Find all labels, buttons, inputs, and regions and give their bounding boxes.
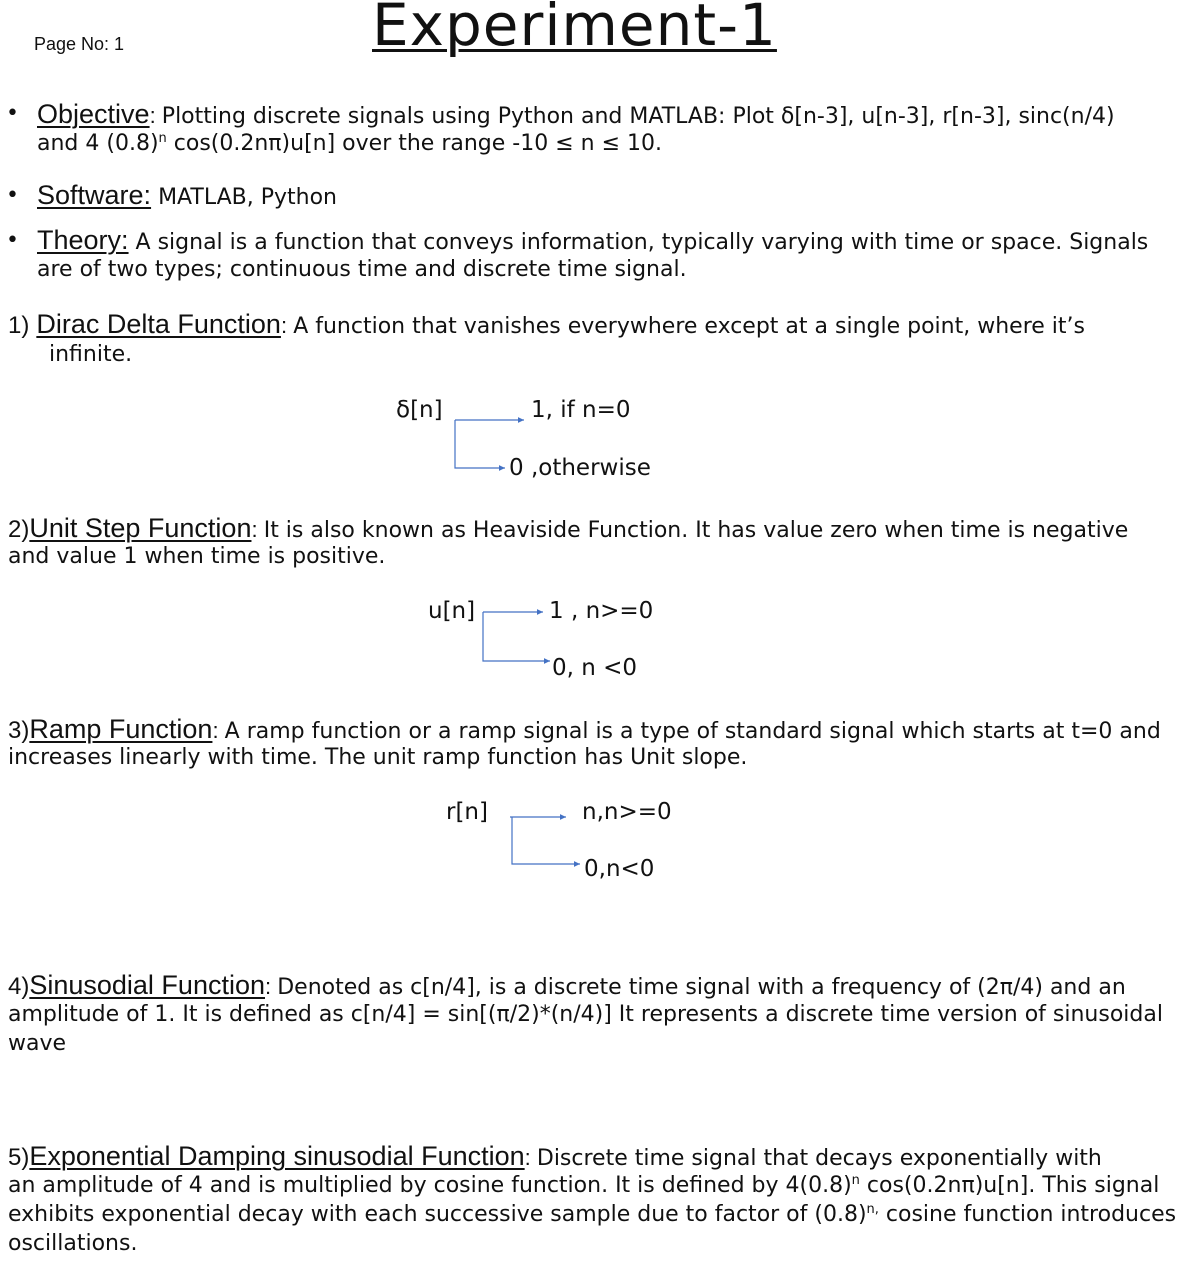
objective-line-2: and 4 $(0.8)^n$ cos(0.2nπ)u[n] over the range -10 ≤ n ≤ 10. [37, 131, 662, 156]
section-2-line-1: 2)Unit Step Function: It is also known as Heaviside Function. It has value zero when time is negative [8, 513, 1129, 543]
section-1-line-2: infinite. [49, 342, 133, 367]
bullet-marker: • [6, 183, 19, 208]
step-symbol: u[n] [428, 598, 476, 624]
section-5-line-3: exhibits exponential decay with each successive sample due to factor of $(0.8)^{n,}$ cosine function introduces [8, 1202, 1177, 1227]
section-3-heading: Ramp Function [29, 714, 213, 744]
delta-case-2: 0 ,otherwise [509, 455, 651, 481]
step-arrow-2 [483, 612, 550, 661]
theory-line-2: are of two types; continuous time and discrete time signal. [37, 257, 687, 282]
ramp-arrow-2 [512, 817, 580, 864]
ramp-symbol: r[n] [446, 799, 488, 825]
section-5-line-4: oscillations. [8, 1231, 138, 1256]
section-3-line-2: increases linearly with time. The unit ramp function has Unit slope. [8, 745, 748, 770]
delta-case-1: 1, if n=0 [531, 397, 631, 423]
step-case-1: 1 , n>=0 [549, 598, 654, 624]
delta-arrow-2 [455, 420, 505, 468]
section-4-heading: Sinusodial Function [29, 970, 265, 1000]
objective-heading: Objective [37, 99, 150, 129]
ramp-case-2: 0,n<0 [584, 856, 655, 882]
section-1-heading: Dirac Delta Function [36, 309, 281, 339]
theory-text: A signal is a function that conveys information, typically varying with time or space. Signals [135, 230, 1149, 255]
objective-line-1: Objective: Plotting discrete signals using Python and MATLAB: Plot δ[n-3], u[n-3], r[n-3], sinc(n/4) [37, 99, 1115, 129]
section-2-line-2: and value 1 when time is positive. [8, 544, 386, 569]
ramp-case-1: n,n>=0 [582, 799, 672, 825]
page-number: Page No: 1 [34, 34, 125, 54]
section-2-heading: Unit Step Function [29, 513, 252, 543]
software-heading: Software: [37, 180, 152, 210]
objective-text: Plotting discrete signals using Python and MATLAB: Plot δ[n-3], u[n-3], r[n-3], sinc(n/4) [161, 104, 1115, 129]
step-case-2: 0, n <0 [552, 655, 638, 681]
bullet-marker: • [6, 228, 19, 253]
section-5-heading: Exponential Damping sinusodial Function [29, 1141, 525, 1171]
software-text: MATLAB, Python [158, 185, 337, 210]
section-1-line-1: 1) Dirac Delta Function: A function that vanishes everywhere except at a single point, where it’s [8, 309, 1085, 339]
section-4-line-1: 4)Sinusodial Function: Denoted as c[n/4], is a discrete time signal with a frequency of (2π/4) and an [8, 970, 1126, 1000]
section-4-line-3: wave [8, 1031, 67, 1056]
bullet-marker: • [6, 101, 19, 126]
section-3-line-1: 3)Ramp Function: A ramp function or a ramp signal is a type of standard signal which starts at t=0 and [8, 714, 1161, 744]
section-4-line-2: amplitude of 1. It is defined as c[n/4] = sin[(π/2)*(n/4)] It represents a discrete time version of sinusoidal [8, 1002, 1163, 1027]
delta-symbol: δ[n] [396, 397, 443, 423]
theory-heading: Theory: [37, 225, 129, 255]
section-5-line-1: 5)Exponential Damping sinusodial Function: Discrete time signal that decays exponentially with [8, 1141, 1102, 1171]
page-title: Experiment-1 [372, 0, 777, 59]
section-5-line-2: an amplitude of 4 and is multiplied by cosine function. It is defined by $4(0.8)^n$ cos(0.2nπ)u[n]. This signal [8, 1173, 1160, 1198]
